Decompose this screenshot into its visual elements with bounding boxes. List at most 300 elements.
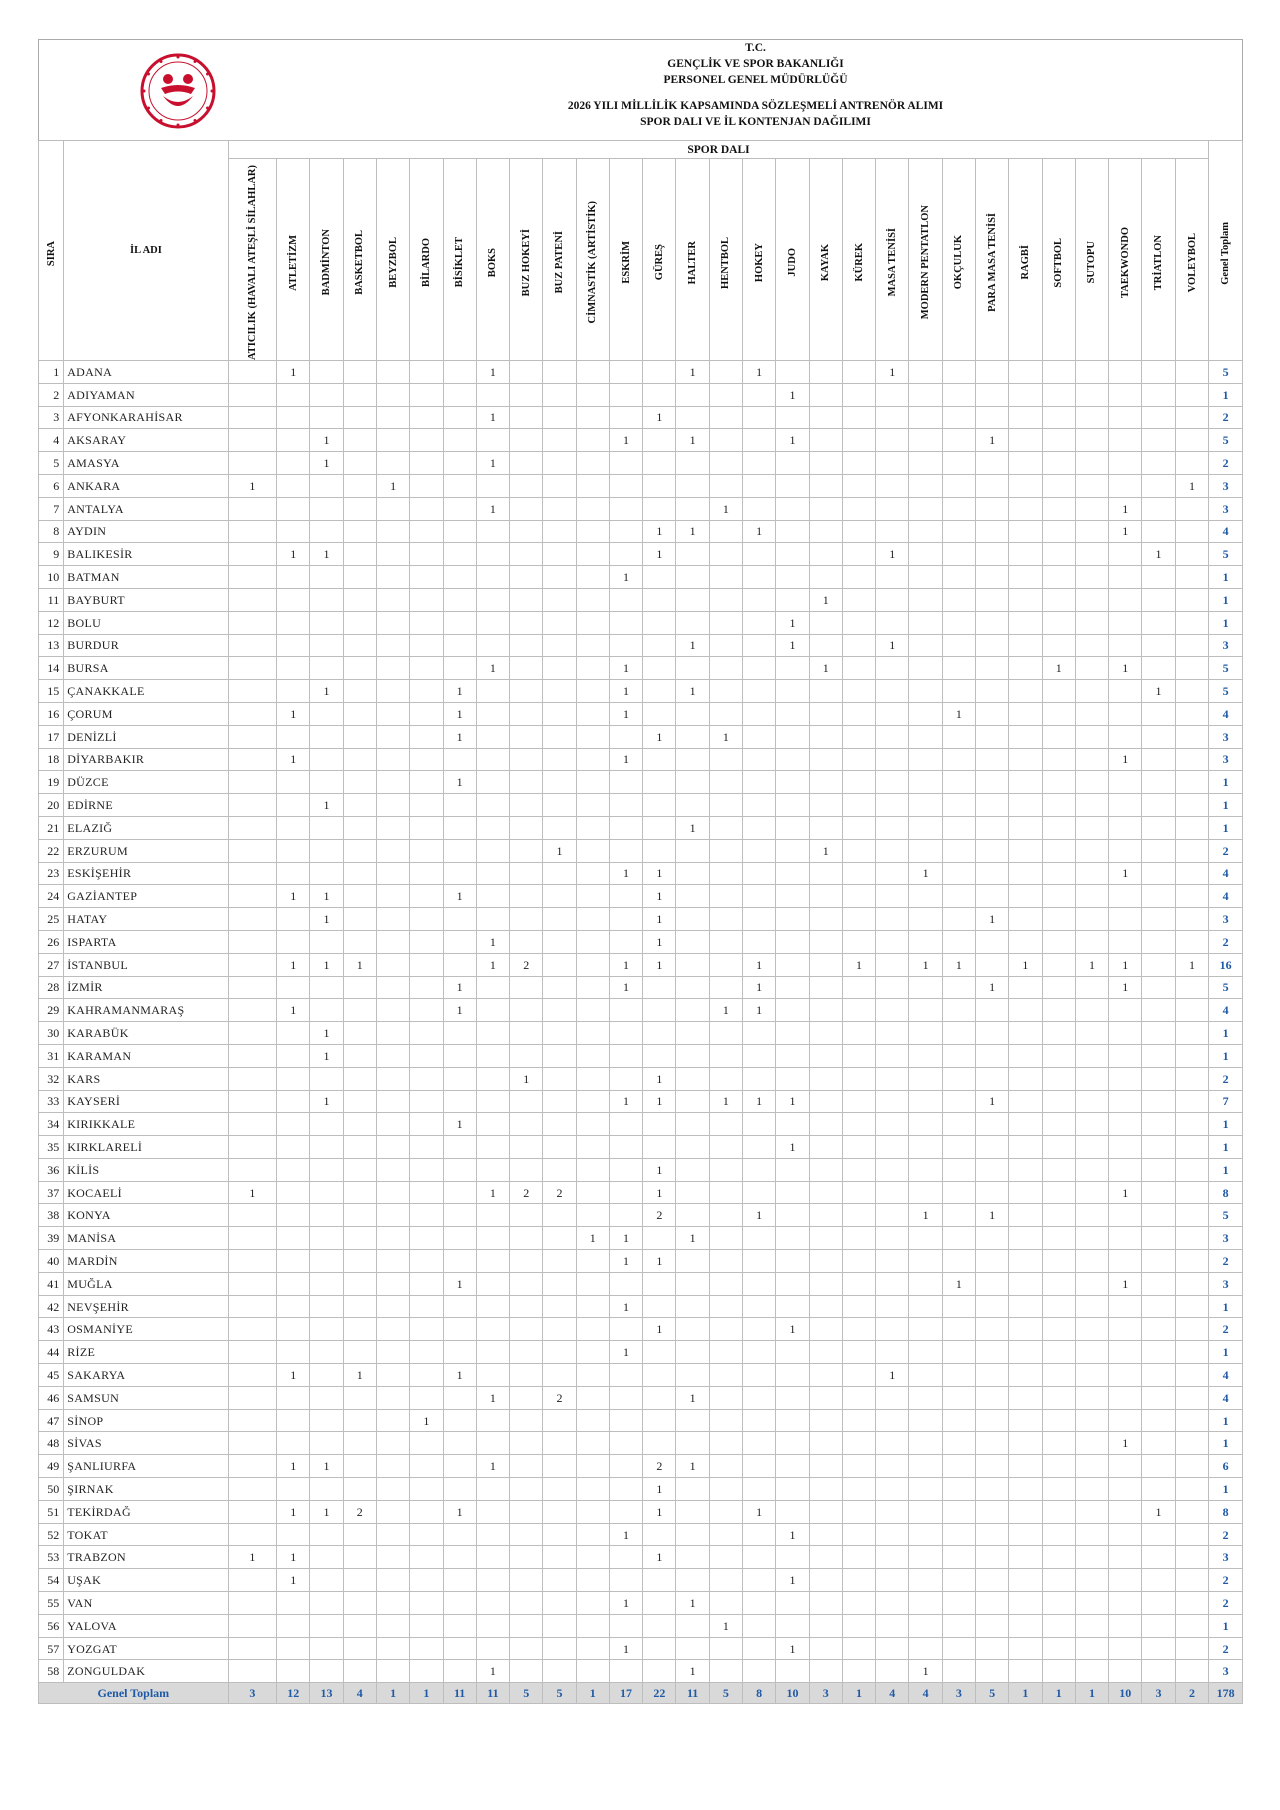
quota-cell [1075, 520, 1108, 543]
quota-cell [743, 588, 776, 611]
quota-cell [228, 1614, 276, 1637]
quota-cell [277, 908, 310, 931]
quota-cell [228, 702, 276, 725]
quota-cell [510, 1660, 543, 1683]
quota-cell [576, 1044, 609, 1067]
footer-sport-total: 5 [543, 1683, 576, 1704]
quota-cell: 1 [443, 976, 476, 999]
quota-cell [1009, 383, 1042, 406]
quota-cell [376, 634, 409, 657]
quota-cell [476, 1546, 509, 1569]
quota-cell [609, 1614, 642, 1637]
province-name: KARAMAN [64, 1044, 228, 1067]
quota-cell [976, 1227, 1009, 1250]
quota-cell [510, 976, 543, 999]
quota-cell [410, 497, 443, 520]
quota-cell [476, 1341, 509, 1364]
footer-sport-total: 10 [776, 1683, 809, 1704]
quota-cell [376, 1158, 409, 1181]
quota-cell [1142, 976, 1175, 999]
row-total: 2 [1209, 1523, 1243, 1546]
quota-cell [1175, 702, 1209, 725]
quota-cell: 1 [277, 748, 310, 771]
quota-cell [643, 702, 676, 725]
quota-cell: 1 [1109, 1432, 1142, 1455]
quota-cell [609, 1204, 642, 1227]
quota-cell [410, 1067, 443, 1090]
quota-cell [510, 497, 543, 520]
row-number: 40 [39, 1250, 64, 1273]
quota-cell [228, 406, 276, 429]
quota-cell [1142, 862, 1175, 885]
quota-cell [510, 588, 543, 611]
quota-cell [576, 429, 609, 452]
quota-cell: 1 [876, 543, 909, 566]
quota-cell [709, 771, 742, 794]
quota-cell [1009, 1341, 1042, 1364]
quota-cell [1175, 1478, 1209, 1501]
quota-cell: 1 [676, 816, 709, 839]
province-name: TRABZON [64, 1546, 228, 1569]
table-row [39, 816, 1243, 839]
quota-cell [343, 1295, 376, 1318]
quota-cell [277, 1113, 310, 1136]
quota-cell [676, 452, 709, 475]
col-group-spor-dali: SPOR DALI [228, 141, 1209, 159]
quota-cell [1142, 1478, 1175, 1501]
row-total: 4 [1209, 520, 1243, 543]
quota-cell [376, 1432, 409, 1455]
quota-cell [228, 1592, 276, 1615]
quota-cell [543, 1614, 576, 1637]
quota-cell [1109, 452, 1142, 475]
quota-cell [1042, 1364, 1075, 1387]
province-name: KİLİS [64, 1158, 228, 1181]
quota-cell [643, 1136, 676, 1159]
province-name: MUĞLA [64, 1272, 228, 1295]
quota-cell [476, 1204, 509, 1227]
quota-cell [1142, 1455, 1175, 1478]
quota-cell [576, 816, 609, 839]
quota-cell: 1 [743, 999, 776, 1022]
quota-cell [1042, 406, 1075, 429]
quota-cell [310, 1341, 343, 1364]
quota-cell [809, 566, 842, 589]
table-row [39, 1067, 1243, 1090]
quota-cell: 1 [310, 1044, 343, 1067]
quota-cell [476, 1523, 509, 1546]
quota-cell [310, 1409, 343, 1432]
table-row [39, 1136, 1243, 1159]
quota-cell: 1 [676, 361, 709, 384]
quota-cell [709, 588, 742, 611]
quota-cell: 1 [609, 862, 642, 885]
quota-cell [976, 1386, 1009, 1409]
quota-cell [976, 1500, 1009, 1523]
quota-cell [743, 862, 776, 885]
quota-cell [976, 748, 1009, 771]
quota-cell [1142, 930, 1175, 953]
row-number: 38 [39, 1204, 64, 1227]
quota-cell [842, 1158, 875, 1181]
quota-cell [443, 953, 476, 976]
quota-cell [809, 1204, 842, 1227]
footer-sport-total: 4 [909, 1683, 942, 1704]
quota-cell [942, 406, 975, 429]
quota-cell: 1 [228, 1546, 276, 1569]
table-row [39, 1272, 1243, 1295]
quota-cell [1042, 1637, 1075, 1660]
quota-cell [809, 1295, 842, 1318]
quota-cell [1142, 588, 1175, 611]
quota-cell [776, 1364, 809, 1387]
quota-cell [609, 816, 642, 839]
quota-cell [1109, 429, 1142, 452]
quota-cell [842, 908, 875, 931]
quota-cell [1175, 1592, 1209, 1615]
quota-cell [1042, 1592, 1075, 1615]
quota-cell [228, 680, 276, 703]
quota-cell [1142, 1158, 1175, 1181]
quota-cell [277, 1341, 310, 1364]
col-header-sira: SIRA [39, 141, 64, 361]
quota-cell [842, 999, 875, 1022]
quota-cell [609, 1364, 642, 1387]
quota-cell [228, 999, 276, 1022]
quota-cell [310, 1592, 343, 1615]
row-number: 2 [39, 383, 64, 406]
quota-cell [510, 1272, 543, 1295]
quota-cell [942, 748, 975, 771]
quota-cell [1075, 1295, 1108, 1318]
quota-cell [1142, 1386, 1175, 1409]
quota-cell [909, 680, 942, 703]
quota-table [38, 140, 1243, 1704]
quota-cell [1009, 657, 1042, 680]
quota-cell [1175, 634, 1209, 657]
row-number: 20 [39, 794, 64, 817]
quota-cell [543, 1136, 576, 1159]
quota-cell: 1 [310, 452, 343, 475]
quota-cell [443, 1455, 476, 1478]
quota-cell: 2 [343, 1500, 376, 1523]
quota-cell [1142, 1044, 1175, 1067]
quota-cell [1042, 953, 1075, 976]
quota-cell [709, 908, 742, 931]
row-total: 5 [1209, 1204, 1243, 1227]
row-number: 30 [39, 1022, 64, 1045]
province-name: MANİSA [64, 1227, 228, 1250]
quota-cell: 1 [876, 1364, 909, 1387]
quota-cell [228, 383, 276, 406]
quota-cell: 1 [277, 361, 310, 384]
quota-cell [376, 1181, 409, 1204]
quota-cell [809, 1592, 842, 1615]
row-total: 1 [1209, 588, 1243, 611]
quota-cell [228, 725, 276, 748]
quota-cell [476, 383, 509, 406]
quota-cell [510, 748, 543, 771]
quota-cell: 1 [609, 680, 642, 703]
quota-cell: 1 [609, 566, 642, 589]
quota-cell [510, 680, 543, 703]
row-number: 45 [39, 1364, 64, 1387]
quota-cell [743, 634, 776, 657]
quota-cell [842, 634, 875, 657]
table-row [39, 1250, 1243, 1273]
quota-cell: 1 [443, 1500, 476, 1523]
quota-cell [809, 1250, 842, 1273]
quota-cell: 1 [443, 1113, 476, 1136]
quota-cell [842, 1523, 875, 1546]
quota-cell [476, 908, 509, 931]
quota-cell [976, 885, 1009, 908]
quota-cell [643, 452, 676, 475]
quota-cell [1142, 1067, 1175, 1090]
row-total: 5 [1209, 657, 1243, 680]
quota-cell [476, 1136, 509, 1159]
quota-cell: 1 [709, 497, 742, 520]
quota-cell [277, 1158, 310, 1181]
quota-cell [676, 862, 709, 885]
quota-cell [476, 1022, 509, 1045]
table-row [39, 543, 1243, 566]
quota-cell [277, 1204, 310, 1227]
row-number: 15 [39, 680, 64, 703]
row-number: 39 [39, 1227, 64, 1250]
quota-cell [609, 839, 642, 862]
quota-cell [510, 1090, 543, 1113]
quota-cell [476, 1090, 509, 1113]
quota-cell [1142, 657, 1175, 680]
quota-cell [376, 1569, 409, 1592]
province-name: BURDUR [64, 634, 228, 657]
quota-cell [1109, 361, 1142, 384]
row-total: 1 [1209, 1614, 1243, 1637]
col-header-sport: BOKS [476, 159, 509, 361]
quota-cell [709, 885, 742, 908]
quota-cell [443, 816, 476, 839]
quota-cell [1175, 588, 1209, 611]
quota-cell [942, 543, 975, 566]
quota-cell [842, 748, 875, 771]
quota-cell [809, 816, 842, 839]
quota-cell [942, 566, 975, 589]
quota-cell [776, 1660, 809, 1683]
quota-cell [842, 725, 875, 748]
quota-cell [343, 566, 376, 589]
row-number: 24 [39, 885, 64, 908]
quota-cell [443, 406, 476, 429]
quota-cell [676, 930, 709, 953]
quota-cell [310, 520, 343, 543]
footer-sport-total: 4 [343, 1683, 376, 1704]
quota-cell [909, 1409, 942, 1432]
quota-cell [310, 361, 343, 384]
quota-cell [942, 908, 975, 931]
quota-cell: 1 [1109, 1272, 1142, 1295]
quota-cell: 1 [277, 1364, 310, 1387]
quota-cell [576, 862, 609, 885]
quota-cell [1175, 976, 1209, 999]
quota-cell [776, 680, 809, 703]
quota-cell [576, 497, 609, 520]
quota-cell [1175, 930, 1209, 953]
quota-cell [1109, 1546, 1142, 1569]
quota-cell [809, 1409, 842, 1432]
quota-cell [976, 1318, 1009, 1341]
quota-cell [443, 566, 476, 589]
quota-cell [1042, 634, 1075, 657]
row-total: 6 [1209, 1455, 1243, 1478]
row-number: 49 [39, 1455, 64, 1478]
quota-cell [1009, 1022, 1042, 1045]
quota-cell [676, 1637, 709, 1660]
quota-cell [1042, 1318, 1075, 1341]
row-total: 1 [1209, 771, 1243, 794]
quota-cell [976, 1272, 1009, 1295]
quota-cell [842, 497, 875, 520]
quota-cell: 1 [443, 1364, 476, 1387]
quota-cell: 1 [476, 1455, 509, 1478]
quota-cell [942, 1113, 975, 1136]
quota-cell: 1 [476, 657, 509, 680]
quota-cell [310, 1637, 343, 1660]
quota-cell [343, 1227, 376, 1250]
quota-cell [410, 1113, 443, 1136]
province-name: MARDİN [64, 1250, 228, 1273]
quota-cell [343, 862, 376, 885]
quota-cell [909, 566, 942, 589]
province-name: BALIKESİR [64, 543, 228, 566]
quota-cell [1109, 1318, 1142, 1341]
quota-cell [510, 1341, 543, 1364]
quota-cell [543, 657, 576, 680]
quota-cell [1109, 1204, 1142, 1227]
quota-cell [376, 1478, 409, 1501]
quota-cell [410, 885, 443, 908]
quota-cell [228, 1158, 276, 1181]
quota-cell [776, 930, 809, 953]
quota-cell [709, 1250, 742, 1273]
quota-cell [743, 657, 776, 680]
quota-cell [876, 566, 909, 589]
quota-cell [1142, 816, 1175, 839]
col-header-sport: HENTBOL [709, 159, 742, 361]
quota-cell [443, 1569, 476, 1592]
quota-cell [228, 1067, 276, 1090]
row-number: 13 [39, 634, 64, 657]
quota-cell [576, 725, 609, 748]
quota-cell: 2 [543, 1386, 576, 1409]
row-total: 16 [1209, 953, 1243, 976]
quota-cell [1142, 452, 1175, 475]
quota-cell [909, 452, 942, 475]
quota-cell [343, 771, 376, 794]
quota-cell [809, 1546, 842, 1569]
quota-cell [277, 452, 310, 475]
quota-cell [1175, 1386, 1209, 1409]
table-row [39, 1318, 1243, 1341]
quota-cell [410, 543, 443, 566]
quota-cell [876, 1204, 909, 1227]
quota-cell [310, 1386, 343, 1409]
quota-cell [743, 794, 776, 817]
quota-cell [543, 1523, 576, 1546]
quota-cell [876, 1478, 909, 1501]
quota-cell [1075, 1272, 1108, 1295]
quota-cell [228, 452, 276, 475]
quota-cell [410, 930, 443, 953]
quota-cell [809, 1227, 842, 1250]
quota-cell [310, 1067, 343, 1090]
quota-cell [376, 1546, 409, 1569]
quota-cell [510, 930, 543, 953]
province-name: GAZİANTEP [64, 885, 228, 908]
row-total: 3 [1209, 497, 1243, 520]
quota-cell [376, 429, 409, 452]
quota-cell [410, 999, 443, 1022]
quota-cell [343, 839, 376, 862]
quota-cell: 1 [776, 383, 809, 406]
quota-cell [1075, 497, 1108, 520]
quota-cell [1009, 429, 1042, 452]
quota-cell [1142, 429, 1175, 452]
quota-cell [676, 1022, 709, 1045]
quota-cell [376, 1637, 409, 1660]
row-number: 22 [39, 839, 64, 862]
quota-cell [609, 361, 642, 384]
quota-cell: 1 [476, 953, 509, 976]
quota-cell [809, 497, 842, 520]
table-row [39, 862, 1243, 885]
quota-cell [909, 406, 942, 429]
quota-cell [543, 1409, 576, 1432]
quota-cell [709, 1432, 742, 1455]
quota-cell [809, 953, 842, 976]
quota-cell [876, 1409, 909, 1432]
quota-cell [1042, 885, 1075, 908]
quota-cell [310, 634, 343, 657]
quota-cell [1175, 862, 1209, 885]
quota-cell [576, 930, 609, 953]
quota-cell [909, 1364, 942, 1387]
quota-cell [709, 1364, 742, 1387]
quota-cell [1175, 908, 1209, 931]
quota-cell [1075, 1637, 1108, 1660]
quota-cell [410, 1569, 443, 1592]
quota-cell [1175, 1067, 1209, 1090]
quota-cell [443, 908, 476, 931]
table-row [39, 1386, 1243, 1409]
quota-cell [643, 1295, 676, 1318]
quota-cell [643, 1592, 676, 1615]
quota-cell [909, 1318, 942, 1341]
quota-cell [476, 748, 509, 771]
quota-cell [876, 839, 909, 862]
quota-cell [709, 611, 742, 634]
row-number: 56 [39, 1614, 64, 1637]
quota-cell [842, 520, 875, 543]
quota-cell [576, 1204, 609, 1227]
quota-cell [743, 611, 776, 634]
quota-cell [942, 1158, 975, 1181]
quota-cell [1175, 406, 1209, 429]
quota-cell [343, 1637, 376, 1660]
quota-cell [576, 1364, 609, 1387]
quota-cell [1075, 383, 1108, 406]
quota-cell: 1 [1042, 657, 1075, 680]
